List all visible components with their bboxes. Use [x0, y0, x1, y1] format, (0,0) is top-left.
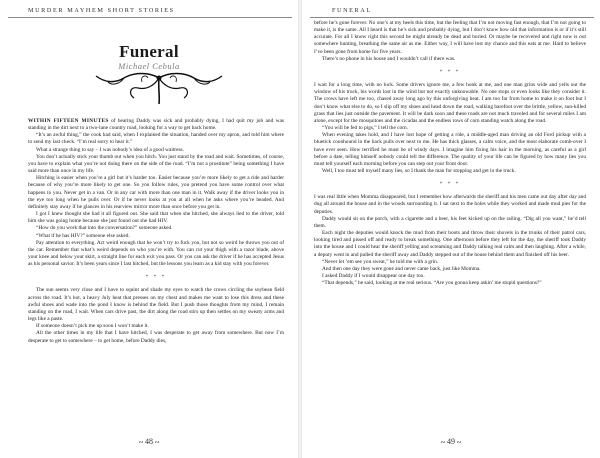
folio-ornament-icon: ∾	[153, 440, 160, 446]
paragraph: Hitching is easier when you’re a girl but it’s harder too. Easier because you’re more likely to get a ride and harder because of why you’re more likely to get one. So you follow rules, you pretend you have some control over what happens to you. Never get in a van. Or in any car with more than one man in it. Walk away if the driver looks you in the eye too long when he pulls over. Or if he never looks at you at all when he asks where you’re headed. And definitely stay away if he glances in his rearview mirror more than once before you get in.	[28, 175, 284, 210]
folio-ornament-icon: ∾	[455, 440, 462, 446]
opening-paragraph	[28, 118, 284, 132]
section-break: * * *	[439, 181, 461, 188]
paragraph: “What if he has HIV?” someone else asked.	[36, 232, 130, 239]
paragraph: “Never let ’em see you sweat,” he told me with a grin.	[322, 258, 439, 265]
paragraph: I wait for a long time, with no luck. Some drivers ignore me, a few honk at me, and one man grins wide and yells out the window of his truck, his words lost in the wind but not exactly unknowable. No one stops or even looks like they consider it. The crows have left me too, chased away long ago by this unforgiving heat. I am too far from home to make it on foot but I don’t know what else to do, so I slip off my shoes and head down the road, walking barefoot over the brittle, yellow, sun-killed grass that lies just outside the pavement. It will be dark soon and these roads are not much traveled and for several miles I am alone, except for the mosquitoes and the cicadas and the endless rows of corn standing watch along the road.	[314, 82, 586, 124]
paragraph: before he’s gone forever. No one’s at my heels this time, but the feeling that I’m not moving fast enough, that I’m not going to make it, is the same. All I heard is that he’s sick and probably dying, but I don’t know how old that information is or if it’s still accurate. For all I know right this second he might already be dead and buried. Or maybe he recovered and right now is out somewhere hunting, breathing the same air as me. Either way, I will have lost my chance and this eats at me. Hard to believe I’ve been gone from home for five years.	[314, 20, 586, 55]
paragraph: Pay attention to everything. Act weird enough that he won’t try to fuck you, but not so weird he throws you out of the car. Remember that what’s weird depends on who you’re with. You can cut your thigh with a razor blade, above your knee and below your skirt, a straight line for each exit you pass. Or you can ask the driver if he has accepted Jesus as his personal savior. It’s been years since I last hitched, but the lessons you learn as a kid stay with you forever.	[28, 239, 284, 268]
right-page	[302, 0, 600, 458]
paragraph: I asked Daddy if I would disappear one day too.	[322, 273, 425, 279]
story-title: Funeral	[119, 42, 179, 61]
page-number: 49	[447, 437, 455, 446]
paragraph: of hearing Daddy was sick and probably dying, I had quit my job and was standing in the dirt next to a two-lane country road, looking for a way to get back home.	[28, 118, 284, 132]
paragraph: When evening takes hold, and I have lost hope of getting a ride, a middle-aged man driving an old Ford pickup with a bluetick coonhound in the back pulls over next to me. He has thick glasses, a calm voice, and the most elaborate comb-over I have ever seen. How terrified he must be of windy days. I imagine him fixing his hair in the morning, as careful as a girl before a date, telling himself nobody could tell the difference. The quality of your life can be figured by how many lies you must tell yourself each morning before you can step out your front door.	[314, 132, 586, 167]
paragraph: All the other times in my life that I have hitched, I was desperate to get away from somewhere. But now I’m desperate to get to somewhere – to get home, before Daddy dies,	[28, 330, 284, 344]
story-body-left	[28, 118, 284, 345]
paragraph: I was real little when Momma disappeared, but I remember how afterwards the sheriff and his men came out day after day and dug all around the house and in the woods surrounding it. I sat next to the holes while they worked and made mud pies for the deputies.	[314, 194, 586, 215]
story-body-right	[314, 20, 586, 287]
running-header-story: FUNERAL	[332, 7, 372, 14]
paragraph: “That depends,” he said, looking at me real serious. “Are you gonna keep askin’ me stupid questions?”	[322, 280, 542, 287]
paragraph: The sun seems very close and I have to squint and shade my eyes to watch the crows circling the soybean field across the road. It’s hot, a heavy July heat that presses on my chest and makes me want to lose this dress and these awful shoes and wade into the pond I know is behind the field. But I push those thoughts from my mind, I remain standing on the road, I wait. When cars drive past, the dirt along the road stirs up then settles on my sweaty arms and legs like a paste.	[28, 287, 284, 323]
page-number-right	[302, 437, 600, 446]
paragraph: “How do you work that into the conversation?” someone asked.	[36, 225, 173, 232]
section-break: * * *	[145, 274, 167, 281]
paragraph: And then one day they were gone and never came back, just like Momma.	[322, 265, 481, 272]
paragraph: Daddy would sit on the porch, with a cigarette and a beer, his feet kicked up on the railing. “Dig all you want,” he’d tell them.	[314, 215, 586, 229]
paragraph: If someone doesn’t pick me up soon I won’t make it.	[36, 323, 149, 330]
paragraph: There’s no phone in his house and I wouldn’t call if there was.	[322, 55, 456, 62]
paragraph: Each night the deputies would knock the mud from their boots and throw their shovels in the trunks of their patrol cars, looking tired and pissed off and ready to break something. One afternoon before they left for the day, the sheriff took Daddy into the house and I could hear the sheriff yelling and screaming and Daddy talking real calm and then laughing. After a while, a deputy went in and pulled the sheriff away and Daddy stepped out of the house behind them and finished off his beer.	[314, 230, 586, 258]
folio-ornament-icon: ∾	[440, 440, 447, 446]
paragraph: I got I knew thought she had it all figured out. She said that when she hitched, she always lied to the driver, told him she was going home because she just found out she had HIV.	[28, 211, 284, 225]
left-page	[0, 0, 298, 458]
lead-in: WITHIN FIFTEEN MINUTES	[28, 118, 109, 124]
running-header-book: MURDER MAYHEM SHORT STORIES	[28, 7, 175, 14]
paragraph: You don’t actually stick your thumb out when you hitch. You just stand by the road and wait. Sometimes, of course, you have to explain what you’re not doing there on the side of the road. “I’m not a prostitute” being something I have said more than once in my life.	[28, 153, 284, 175]
paragraph: Well, I too must tell myself many lies, so I thank the man for stopping and get in the truck.	[322, 167, 516, 174]
header-rule	[8, 17, 292, 18]
paragraph: “You will be fed to pigs,” I tell the corn.	[322, 125, 408, 132]
header-rule	[310, 17, 594, 18]
folio-ornament-icon: ∾	[138, 440, 145, 446]
page-number: 48	[145, 437, 153, 446]
flourish-ornament-icon	[94, 70, 224, 106]
paragraph: What a strange thing to say – I was nobody’s idea of a good waitress.	[36, 146, 184, 153]
paragraph: “It’s an awful thing,” the cook had said, when I explained the situation, handed over my apron, and told him where to send my last check. “I’m real sorry to hear it.”	[28, 132, 284, 146]
story-author: Michael Cebula	[118, 61, 180, 71]
section-break: * * *	[439, 68, 461, 75]
page-number-left	[0, 437, 298, 446]
